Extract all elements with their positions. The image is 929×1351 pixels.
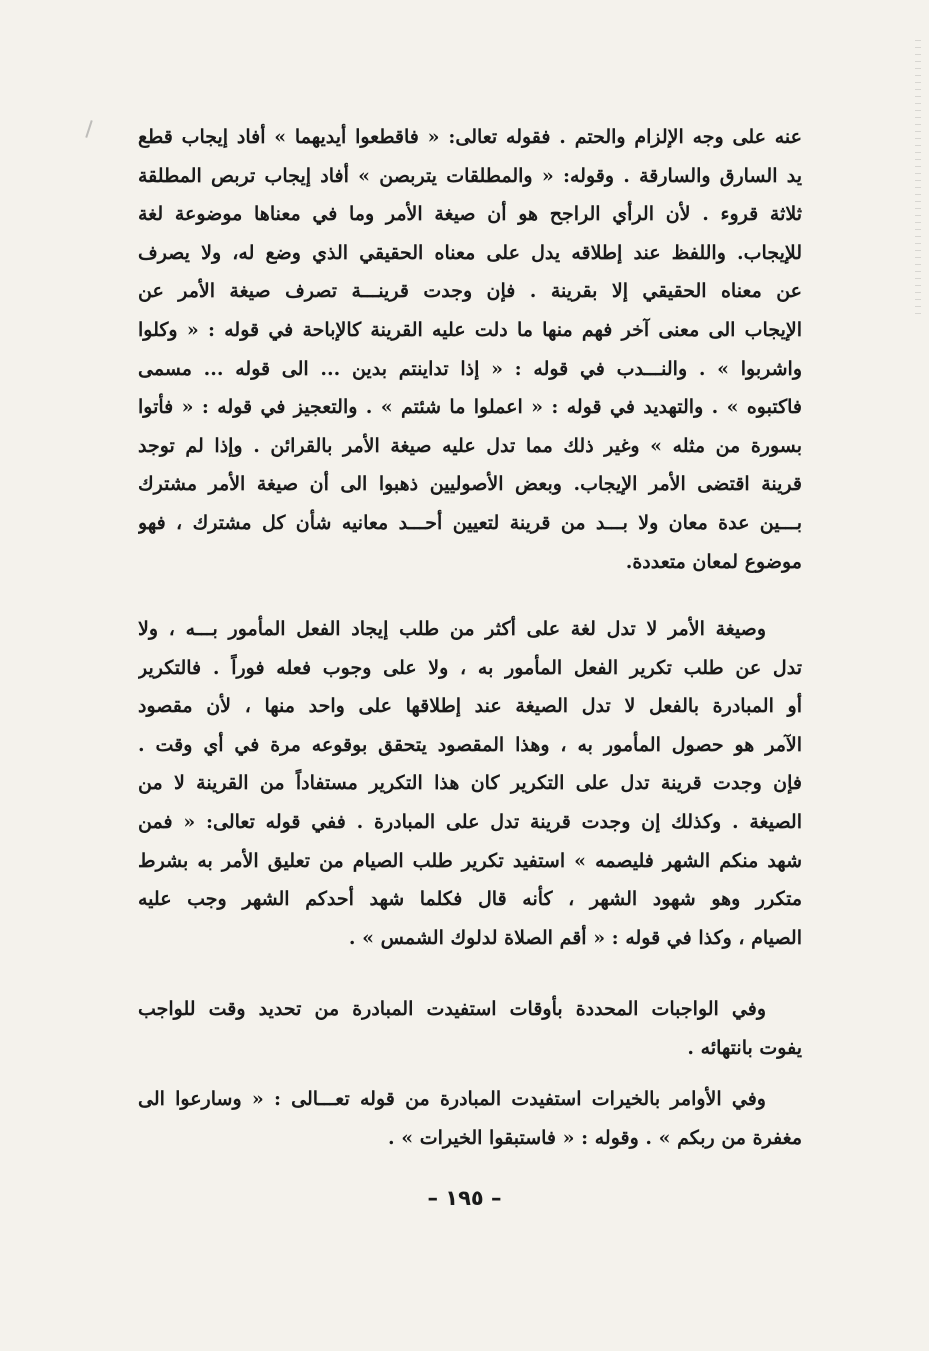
text-line: الإيجاب الى معنى آخر فهم منها ما دلت عليه القرينة كالإباحة في قوله : « وكلوا bbox=[138, 318, 802, 341]
text-line: عن معناه الحقيقي إلا بقرينة . فإن وجدت قرينـــة تصرف صيغة الأمر عن bbox=[138, 280, 802, 303]
text-line: وفي الأوامر بالخيرات استفيدت المبادرة من قوله تعـــالى : « وسارعوا الى bbox=[138, 1088, 766, 1110]
margin-mark bbox=[85, 120, 92, 138]
page-edge-speckle bbox=[915, 40, 921, 320]
paragraph-3 bbox=[138, 990, 802, 1067]
paragraph-1 bbox=[138, 118, 802, 581]
text-line: فاكتبوه » . والتهديد في قوله : « اعملوا ما شئتم » . والتعجيز في قوله : « فأتوا bbox=[138, 396, 802, 419]
paragraph-2 bbox=[138, 610, 802, 957]
text-line: شهد منكم الشهر فليصمه » استفيد تكرير طلب الصيام من تعليق الأمر به بشرط bbox=[138, 849, 802, 872]
text-line: بسورة من مثله » وغير ذلك مما تدل عليه صيغة الأمر بالقرائن . وإذا لم توجد bbox=[138, 434, 802, 457]
text-line: الصيغة . وكذلك إن وجدت قرينة تدل على المبادرة . ففي قوله تعالى: « فمن bbox=[138, 810, 802, 833]
page-number: – ١٩٥ – bbox=[427, 1186, 502, 1210]
text-line: موضوع لمعان متعددة. bbox=[625, 550, 802, 573]
text-line: واشربوا » . والنـــدب في قوله : « إذا تداينتم بدين ... الى قوله ... مسمى bbox=[138, 357, 802, 380]
text-line: قرينة اقتضى الأمر الإيجاب. وبعض الأصوليين ذهبوا الى أن صيغة الأمر مشترك bbox=[138, 473, 802, 496]
text-line: ثلاثة قروء . لأن الرأي الراجح هو أن صيغة الأمر وما في معناها موضوعة لغة bbox=[138, 203, 802, 226]
text-line: يد السارق والسارقة . وقوله: « والمطلقات يتربصن » أفاد إيجاب تربص المطلقة bbox=[138, 164, 802, 187]
text-line: الآمر هو حصول المأمور به ، وهذا المقصود يتحقق بوقوعه مرة في أي وقت . bbox=[138, 733, 802, 756]
text-line: تدل عن طلب تكرير الفعل المأمور به ، ولا على وجوب فعله فوراً . فالتكرير bbox=[138, 656, 802, 679]
text-line: وصيغة الأمر لا تدل لغة على أكثر من طلب إيجاد الفعل المأمور بـــه ، ولا bbox=[138, 618, 766, 640]
text-line: عنه على وجه الإلزام والحتم . فقوله تعالى: « فاقطعوا أيديهما » أفاد إيجاب قطع bbox=[138, 126, 802, 148]
paragraph-4 bbox=[138, 1080, 802, 1157]
text-line: أو المبادرة بالفعل لا تدل الصيغة عند إطلاقها على واحد منها ، لأن مقصود bbox=[138, 695, 802, 718]
text-line: الصيام ، وكذا في قوله : « أقم الصلاة لدلوك الشمس » . bbox=[348, 926, 802, 949]
text-line: مغفرة من ربكم » . وقوله : « فاستبقوا الخيرات » . bbox=[388, 1126, 802, 1149]
text-line: بـــين عدة معان ولا بـــد من قرينة لتعيين أحـــد معانيه شأن كل مشترك ، فهو bbox=[138, 511, 802, 534]
text-line: فإن وجدت قرينة تدل على التكرير كان هذا التكرير مستفاداً من القرينة لا من bbox=[138, 772, 802, 795]
text-line: للإيجاب. واللفظ عند إطلاقه يدل على معناه الحقيقي الذي وضع له، ولا يصرف bbox=[138, 241, 802, 264]
text-line: متكرر وهو شهود الشهر ، كأنه قال فكلما شهد أحدكم الشهر وجب عليه bbox=[138, 888, 802, 911]
text-line: يفوت بانتهائه . bbox=[687, 1036, 802, 1059]
text-line: وفي الواجبات المحددة بأوقات استفيدت المبادرة من تحديد وقت للواجب bbox=[138, 998, 766, 1020]
